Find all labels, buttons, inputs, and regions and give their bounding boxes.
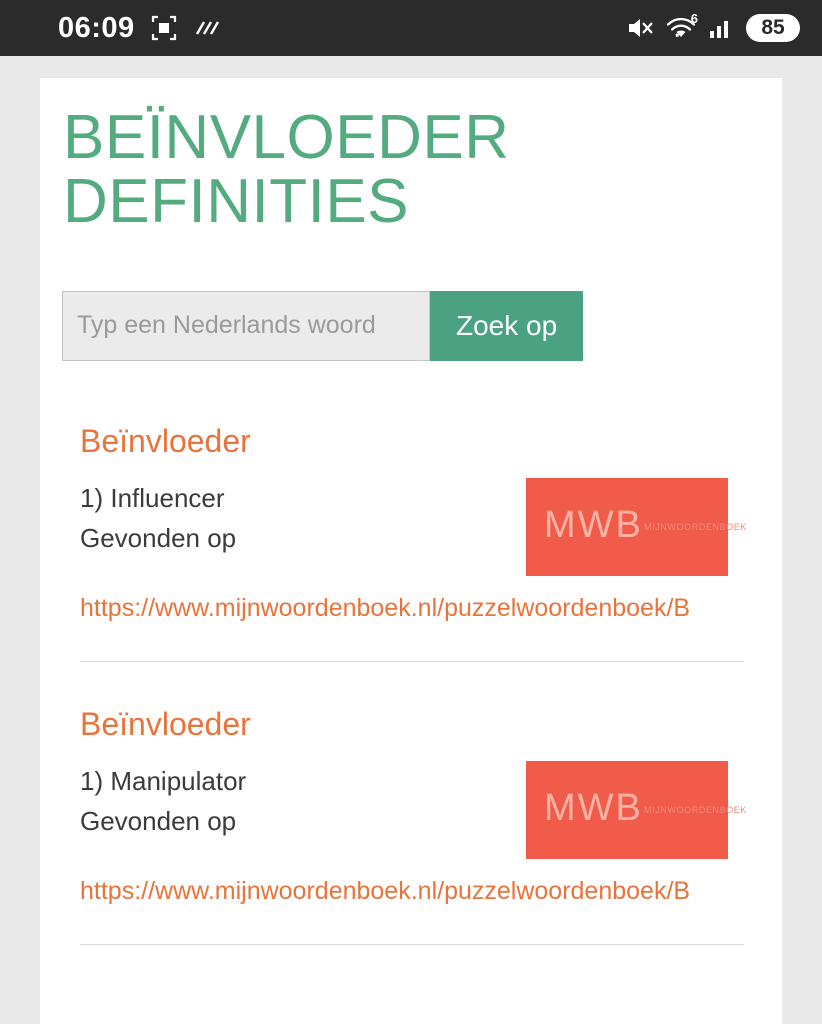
result-thumbnail[interactable]: [526, 761, 748, 859]
motion-icon: [193, 17, 223, 39]
wifi-generation-badge: 6: [690, 11, 698, 26]
result-url[interactable]: https://www.mijnwoordenboek.nl/puzzelwoordenboek/B: [80, 876, 691, 905]
search-input[interactable]: [62, 291, 430, 361]
result-definitions: [80, 761, 246, 842]
status-bar: [0, 0, 822, 56]
page-title: BEÏNVLOEDER DEFINITIES: [63, 103, 510, 237]
result-definitions: [80, 478, 236, 559]
result-divider: [80, 944, 744, 945]
result-heading[interactable]: Beïnvloeder: [80, 422, 251, 459]
battery-indicator: 85: [746, 14, 800, 42]
result-found-label: Gevonden op: [80, 806, 237, 837]
thumbnail-logo-text: MWB: [544, 503, 643, 546]
result-body: [80, 478, 748, 576]
thumbnail-logo-subtext: MIJNWOORDENBOEK: [644, 521, 748, 532]
status-bar-left: [58, 12, 223, 45]
thumbnail-logo-subtext: MIJNWOORDENBOEK: [644, 804, 748, 815]
result-definition-line: 1) Influencer: [80, 482, 225, 513]
screenshot-icon: [151, 15, 177, 41]
result-url[interactable]: https://www.mijnwoordenboek.nl/puzzelwoordenboek/B: [80, 593, 691, 622]
result-definition-line: 1) Manipulator: [80, 765, 247, 796]
page-viewport: [0, 56, 822, 1024]
content-card: [40, 78, 782, 1024]
result-body: [80, 761, 748, 859]
result-heading[interactable]: Beïnvloeder: [80, 705, 251, 742]
result-found-label: Gevonden op: [80, 523, 237, 554]
clock: 06:09: [58, 11, 135, 44]
result-divider: [80, 661, 744, 662]
wifi-icon: [666, 11, 698, 40]
result-thumbnail[interactable]: [526, 478, 748, 576]
search-bar: [60, 291, 762, 361]
mute-icon: [626, 15, 654, 41]
thumbnail-logo-text: MWB: [544, 786, 643, 829]
result-item: [80, 422, 748, 662]
results-list: [60, 423, 762, 945]
search-button[interactable]: Zoek op: [430, 291, 583, 361]
result-item: [80, 705, 748, 945]
signal-icon: [708, 16, 734, 40]
status-bar-right: [626, 11, 800, 42]
